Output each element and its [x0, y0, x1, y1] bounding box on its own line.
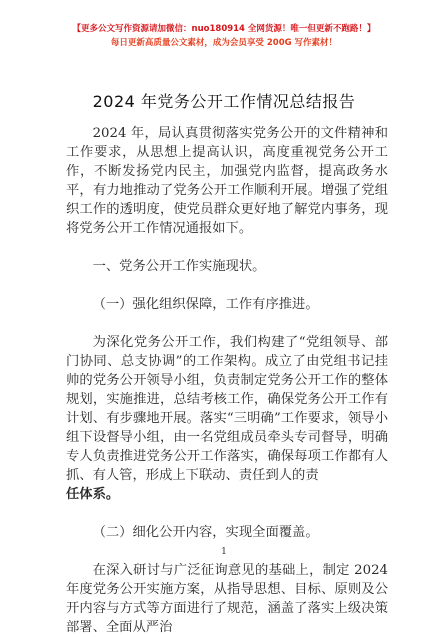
document-body [66, 124, 388, 637]
body-paragraph-1-end [66, 485, 388, 504]
document-title: 2024 年党务公开工作情况总结报告 [92, 92, 356, 111]
body-paragraph-2: 在深入研讨与广泛征询意见的基础上，制定 2024 年度党务公开实施方案，从指导思想、目标、原则及公开内容与方式等方面进行了规范，涵盖了落实上级决策部署、全面从严治 [66, 563, 388, 635]
intro-paragraph: 2024 年，局认真贯彻落实党务公开的文件精神和工作要求，从思想上提高认识，高度重视党务公开工作，不断发扬党内民主，加强党内监督，提高政务水平，有力地推动了党务公开工作顺利开展。增强了党组织工作的透明度，使党员群众更好地了解党内事务，现将党务公开工作情况通报如下。 [66, 126, 388, 236]
promo-banner-line-2: 每日更新高质量公文素材，成为会员享受 200G 写作素材！ [110, 38, 338, 48]
subsection-heading-1: （一）强化组织保障，工作有序推进。 [92, 297, 319, 312]
promo-banner-line-1: 【更多公文写作资源请加微信：nuo180914 全网货源！唯一但更新不跑路！】 [72, 24, 376, 34]
subsection-heading-2: （二）细化公开内容，实现全面覆盖。 [92, 525, 319, 540]
body-paragraph-1: 为深化党务公开工作，我们构建了“党组领导、部门协同、总支协调”的工作架构。成立了由党组书记挂帅的党务公开领导小组，负责制定党务公开工作的整体规划，实施推进，总结考核工作，确保党务公开工作有计划、有步骤地开展。落实“三明确”工作要求，领导小组下设督导小组，由一名党组成员牵头专司督导，明确专人负责推进党务公开工作落实，确保每项工作都有人抓、有人管，形成上下联动、责任到人的责 [66, 335, 388, 483]
section-heading-1: 一、党务公开工作实施现状。 [92, 259, 266, 274]
page-number: 1 [221, 547, 227, 557]
body-paragraph-1-tail: 任体系。 [66, 487, 120, 502]
